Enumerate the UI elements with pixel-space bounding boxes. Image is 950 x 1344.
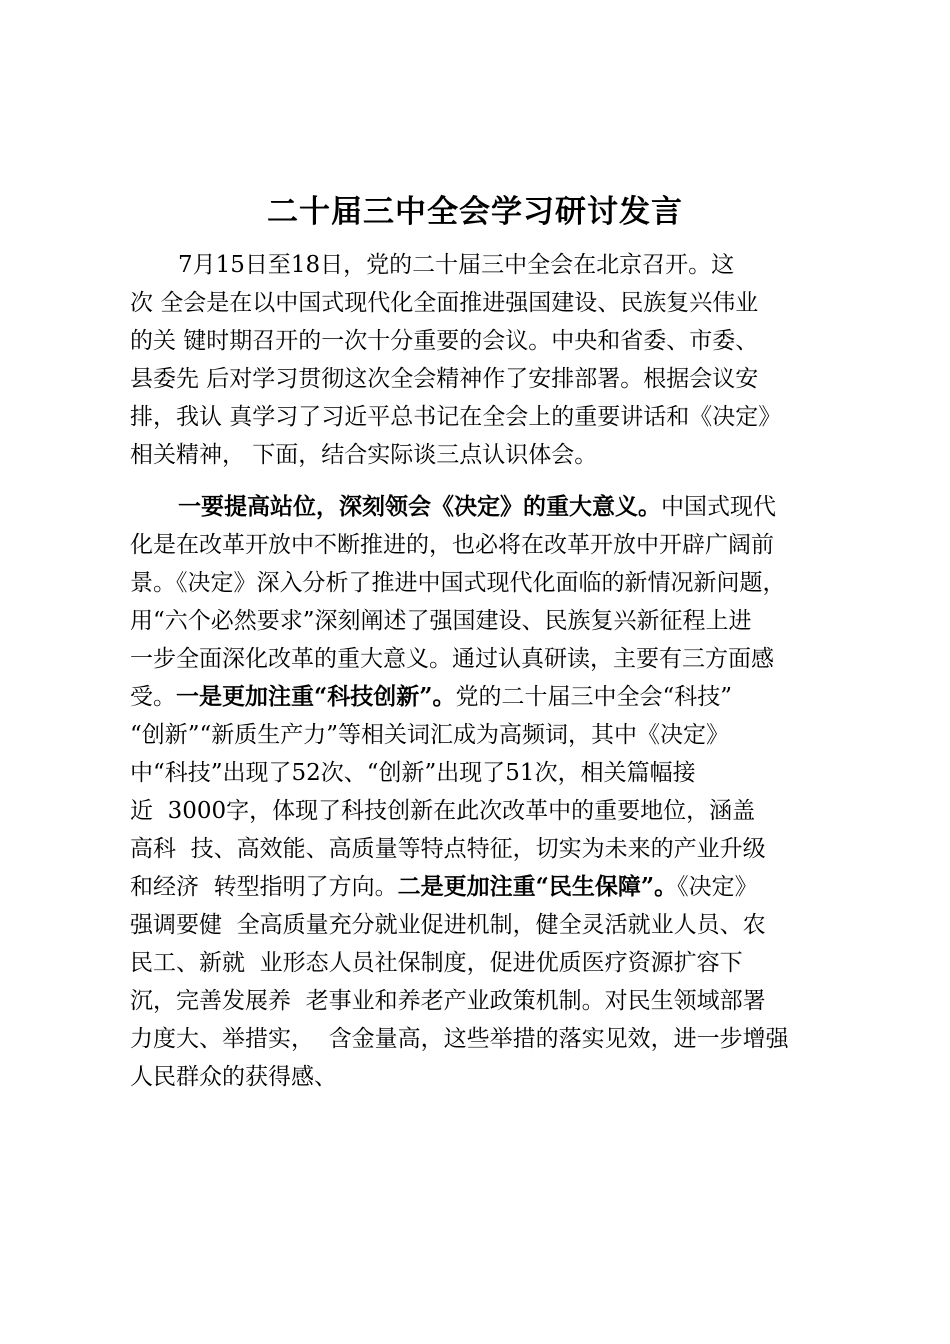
paragraph-2-line-1 <box>178 489 830 525</box>
section-heading-1: 一要提高站位，深刻领会《决定》的重大意义。 <box>178 493 661 520</box>
paragraph-2-line-15: 力度大、举措实， 含金量高，这些举措的落实见效，进一步增强 <box>130 1026 789 1052</box>
subheading-livelihood: 二是更加注重“民生保障”。 <box>397 873 678 900</box>
paragraph-2-line-7: “创新”“新质生产力”等相关词汇成为高频词，其中《决定》 <box>130 722 730 748</box>
paragraph-2-line-12: 强调要健 全高质量充分就业促进机制，健全灵活就业人员、农 <box>130 912 766 938</box>
paragraph-2-line-6 <box>130 679 830 715</box>
paragraph-2-line-14: 沉，完善发展养 老事业和养老产业政策机制。对民生领域部署 <box>130 988 766 1014</box>
paragraph-2-line-6-start: 受。 <box>130 684 176 710</box>
paragraph-1-line-1: 7月15日至18日，党的二十届三中全会在北京召开。这 <box>178 252 735 278</box>
paragraph-2-line-1-text: 中国式现代 <box>661 494 776 520</box>
paragraph-1-line-2: 次 全会是在以中国式现代化全面推进强国建设、民族复兴伟业 <box>130 290 759 316</box>
paragraph-2-line-3: 景。《决定》深入分析了推进中国式现代化面临的新情况新问题， <box>130 570 786 596</box>
paragraph-2-line-11 <box>130 869 830 905</box>
paragraph-2-line-9: 近 3000字，体现了科技创新在此次改革中的重要地位，涵盖 <box>130 798 756 824</box>
paragraph-2-line-8: 中“科技”出现了52次、“创新”出现了51次，相关篇幅接 <box>130 760 696 786</box>
paragraph-2-line-5: 一步全面深化改革的重大意义。通过认真研读，主要有三方面感 <box>130 646 774 672</box>
paragraph-1-line-5: 排，我认 真学习了习近平总书记在全会上的重要讲话和《决定》 <box>130 404 782 430</box>
paragraph-2-line-16: 人民群众的获得感、 <box>130 1064 337 1090</box>
paragraph-2-line-4: 用“六个必然要求”深刻阐述了强国建设、民族复兴新征程上进 <box>130 608 752 634</box>
paragraph-1-line-6: 相关精神， 下面，结合实际谈三点认识体会。 <box>130 442 598 468</box>
paragraph-2-line-13: 民工、新就 业形态人员社保制度，促进优质医疗资源扩容下 <box>130 950 743 976</box>
subheading-tech-innovation: 一是更加注重“科技创新”。 <box>176 683 456 710</box>
paragraph-2-line-10: 高科 技、高效能、高质量等特点特征，切实为未来的产业升级 <box>130 836 766 862</box>
paragraph-2-line-11-start: 和经济 转型指明了方向。 <box>130 874 398 900</box>
paragraph-1-line-3: 的关 键时期召开的一次十分重要的会议。中央和省委、市委、 <box>130 328 759 354</box>
document-title: 二十届三中全会学习研讨发言 <box>267 194 683 230</box>
paragraph-1-line-4: 县委先 后对学习贯彻这次全会精神作了安排部署。根据会议安 <box>130 366 759 392</box>
paragraph-2-line-11-end: 《决定》 <box>677 874 758 900</box>
paragraph-2-line-2: 化是在改革开放中不断推进的，也必将在改革开放中开辟广阔前 <box>130 532 774 558</box>
paragraph-2-line-6-end: 党的二十届三中全会“科技” <box>455 684 732 710</box>
